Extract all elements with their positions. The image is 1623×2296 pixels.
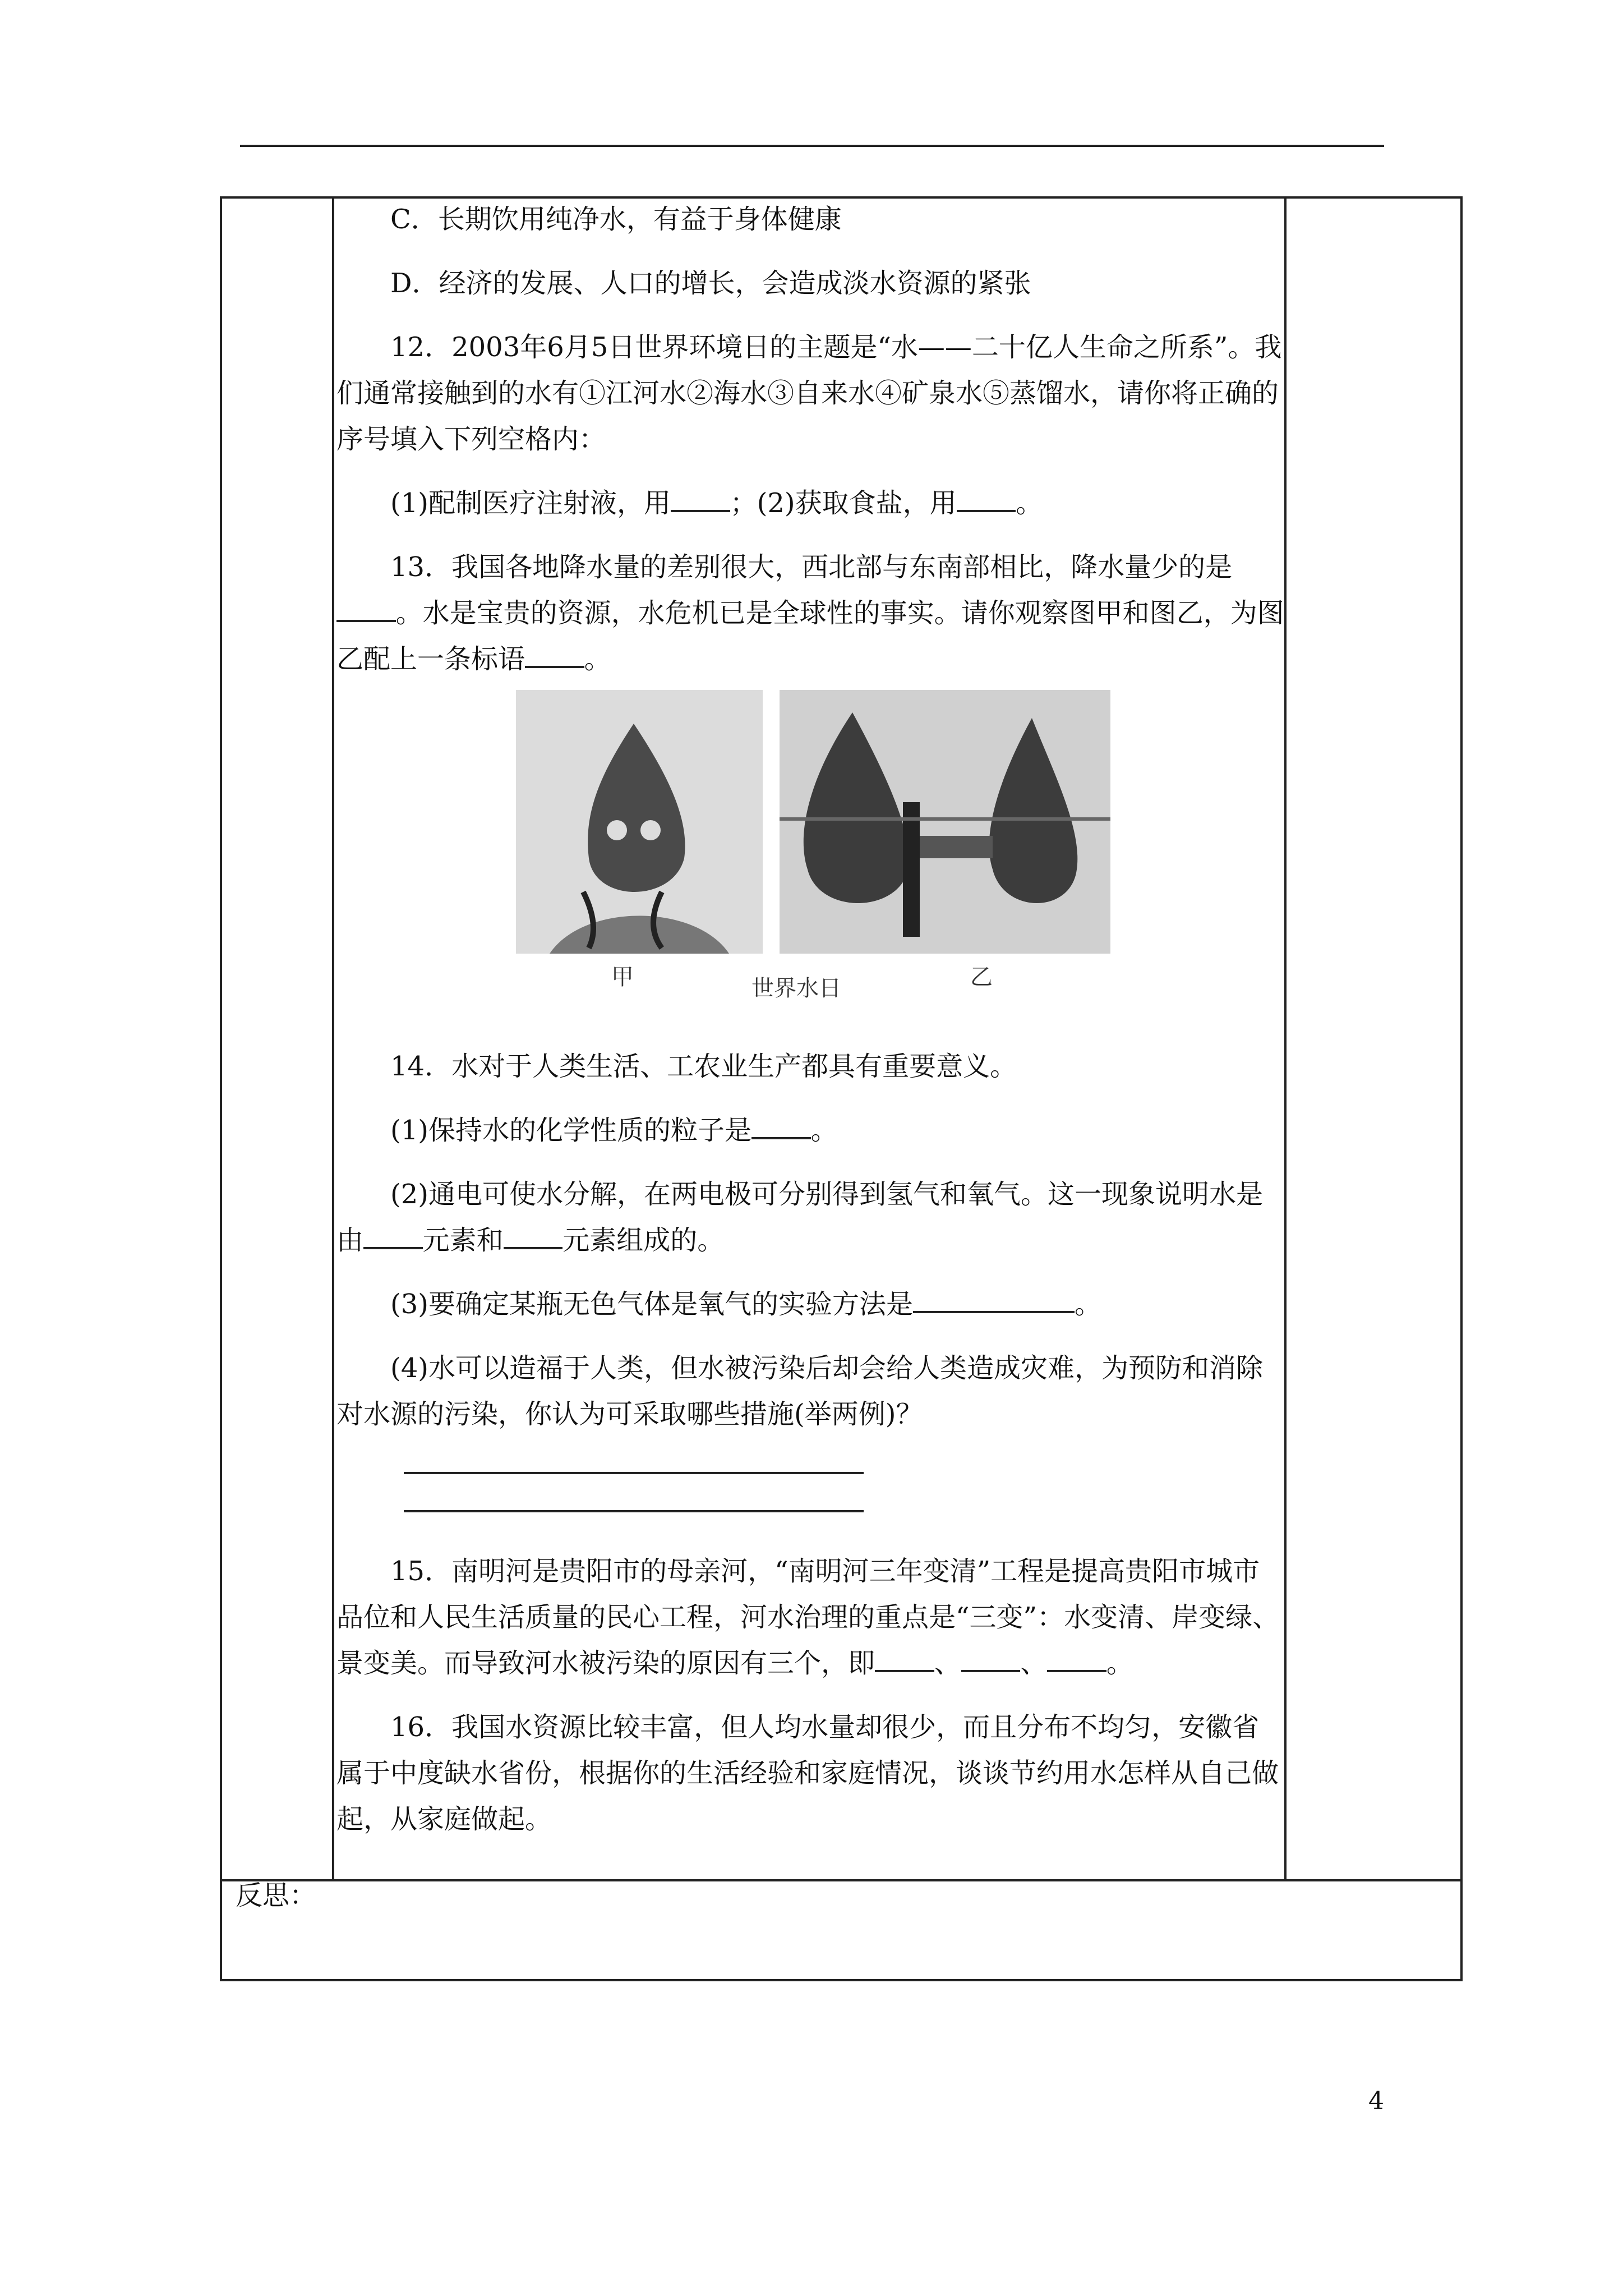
question-12: 12．2003年6月5日世界环境日的主题是“水——二十亿人生命之所系”。我们通常接触到的水有①江河水②海水③自来水④矿泉水⑤蒸馏水，请你将正确的序号填入下列空格内： xyxy=(336,332,1282,455)
figure-caption: 世界水日 xyxy=(751,976,841,1001)
world-water-day-figure xyxy=(516,690,1110,1004)
question-15 xyxy=(336,1548,1284,1686)
blank-input[interactable] xyxy=(1047,1643,1106,1672)
figure-label-yi: 乙 xyxy=(970,964,993,990)
q12-end: 。 xyxy=(1016,487,1043,519)
question-14-3 xyxy=(336,1281,1284,1327)
question-14-4: (4)水可以造福于人类，但水被污染后却会给人类造成灾难，为预防和消除对水源的污染，你认为可采取哪些措施(举两例)？ xyxy=(336,1352,1263,1430)
blank-input[interactable] xyxy=(913,1284,1075,1313)
question-16: 16．我国水资源比较丰富，但人均水量却很少，而且分布不均匀，安徽省属于中度缺水省份，根据你的生活经验和家庭情况，谈谈节约用水怎样从自己做起，从家庭做起。 xyxy=(336,1711,1279,1835)
q14-2-mid: 元素和 xyxy=(422,1225,504,1256)
water-drop-illustration xyxy=(516,690,1110,1004)
option-d: D．经济的发展、人口的增长，会造成淡水资源的紧张 xyxy=(390,268,1031,299)
q13-part1: 13．我国各地降水量的差别很大，西北部与东南部相比，降水量少的是 xyxy=(390,551,1233,583)
q15-end: 。 xyxy=(1106,1648,1133,1679)
answer-line-2[interactable] xyxy=(404,1510,864,1512)
blank-input[interactable] xyxy=(961,1643,1021,1672)
option-c: C．长期饮用纯净水，有益于身体健康 xyxy=(390,204,842,235)
blank-input[interactable] xyxy=(525,639,584,668)
page-number: 4 xyxy=(1368,2087,1384,2115)
blank-input[interactable] xyxy=(671,483,730,512)
blank-input[interactable] xyxy=(957,483,1016,512)
question-13 xyxy=(336,544,1284,682)
q12-part2: ；(2)获取食盐，用 xyxy=(730,487,957,519)
right-column-divider xyxy=(1284,199,1287,1881)
question-content xyxy=(336,196,1284,700)
question-14-1 xyxy=(336,1107,1284,1153)
reflection-label: 反思： xyxy=(236,1880,317,1911)
q13-part2: 。水是宝贵的资源，水危机已是全球性的事实。请你观察图甲和图乙，为图乙配上一条标语 xyxy=(336,597,1284,675)
figure-label-jia: 甲 xyxy=(611,964,634,990)
answer-line-1[interactable] xyxy=(404,1472,864,1474)
q12-part1: (1)配制医疗注射液，用 xyxy=(390,487,671,519)
q14-1-text: (1)保持水的化学性质的粒子是 xyxy=(390,1115,751,1146)
blank-input[interactable] xyxy=(751,1110,811,1139)
q14-2-text: (2)通电可使水分解，在两电极可分别得到氢气和氧气。这一现象说明水是由 xyxy=(336,1179,1263,1256)
q13-end: 。 xyxy=(584,643,611,675)
q15-text: 15．南明河是贵阳市的母亲河，“南明河三年变清”工程是提高贵阳市城市品位和人民生活质量的民心工程，河水治理的重点是“三变”：水变清、岸变绿、景变美。而导致河水被污染的原因有三个，即 xyxy=(336,1556,1280,1679)
q15-sep: 、 xyxy=(934,1648,961,1679)
q14-3-end: 。 xyxy=(1075,1289,1102,1320)
blank-input[interactable] xyxy=(336,593,396,622)
header-rule xyxy=(240,145,1384,147)
question-content-lower xyxy=(336,1043,1284,1860)
q14-2-end: 元素组成的。 xyxy=(562,1225,725,1256)
q14-1-end: 。 xyxy=(810,1115,838,1146)
question-14: 14．水对于人类生活、工农业生产都具有重要意义。 xyxy=(390,1051,1017,1082)
blank-input[interactable] xyxy=(504,1220,563,1249)
q14-3-text: (3)要确定某瓶无色气体是氧气的实验方法是 xyxy=(390,1289,913,1320)
blank-input[interactable] xyxy=(875,1643,934,1672)
left-column-divider xyxy=(332,199,334,1881)
blank-input[interactable] xyxy=(363,1220,423,1249)
q15-sep: 、 xyxy=(1020,1648,1048,1679)
question-14-2 xyxy=(336,1171,1284,1263)
reflection-row-divider xyxy=(222,1879,1460,1881)
question-12-blanks xyxy=(336,480,1284,526)
